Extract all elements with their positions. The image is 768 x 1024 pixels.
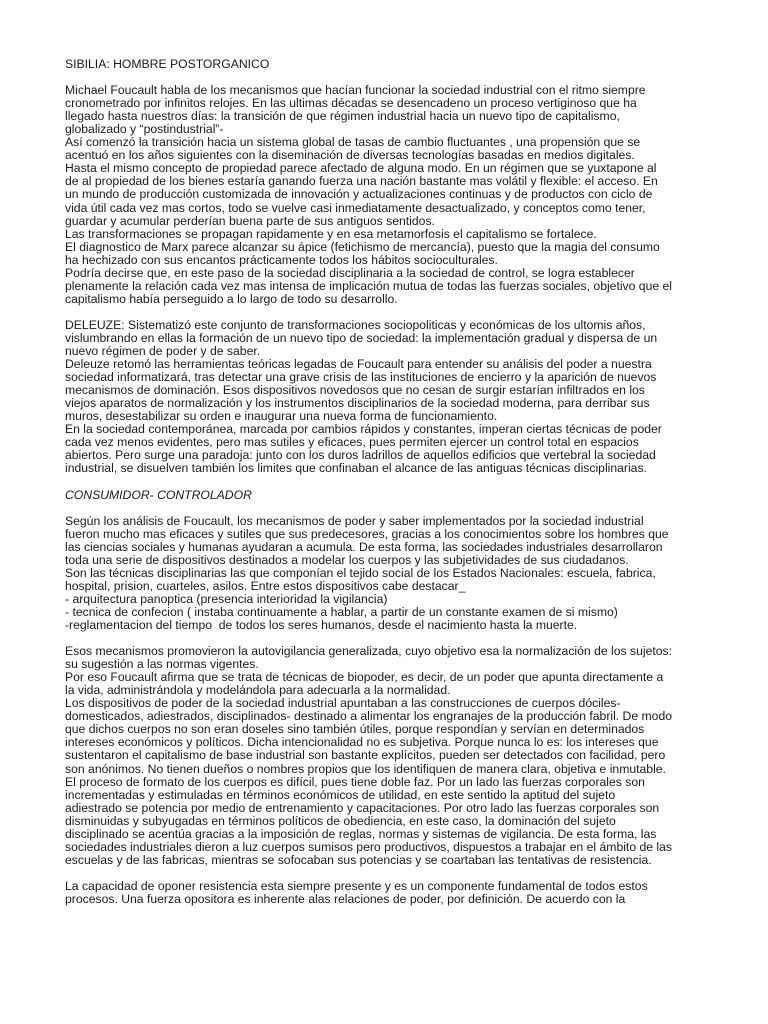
text-line: son anónimos. No tienen dueños o nombres propios que los identifiquen de manera clara, objetiva e inmutable. [65, 761, 666, 776]
section-dispositivos [65, 515, 715, 632]
text-line: un mundo de producción customizada de innovación y actualizaciones continuas y de productos con ciclo de [65, 187, 653, 202]
paragraph-gap [65, 502, 715, 515]
text-line: sustentaron el capitalismo de base industrial son bastante explícitos, pueden ser detectados con facilidad, pero [65, 748, 666, 763]
text-line: - arquitectura panoptica (presencia interioridad la vigilancia) [65, 591, 388, 606]
text-line: Por eso Foucault afirma que se trata de técnicas de biopoder, es decir, de un poder que apunta directamente a [65, 670, 664, 685]
text-line: Esos mecanismos promovieron la autovigilancia generalizada, cuyo objetivo esa la normalización de los sujetos: [65, 644, 672, 659]
text-line: - tecnica de confecion ( instaba continuamente a hablar, a partir de un constante examen de si mismo) [65, 604, 618, 619]
text-line: cada vez menos evidentes, pero mas sutiles y eficaces, pues permiten ejercer un control total en espacios [65, 435, 639, 450]
text-line: capitalismo había perseguido a lo largo de todo su desarrollo. [65, 291, 398, 306]
text-line: Deleuze retomó las herramientas teóricas legadas de Foucault para entender su análisis del poder a nuestra [65, 357, 652, 372]
text-line: domesticados, adiestrados, disciplinados- destinado a alimentar los engranajes de la producción fabril. De modo [65, 709, 673, 724]
text-line: toda una serie de dispositivos destinados a modelar los cuerpos y las subjetividades de sus ciudadanos. [65, 552, 629, 567]
paragraph-gap [65, 476, 715, 489]
section-deleuze [65, 319, 715, 476]
text-line: la vida, administrándola y modelándola para adecuarla a la normalidad. [65, 683, 451, 698]
text-line: El diagnostico de Marx parece alcanzar su ápice (fetichismo de mercancía), puesto que la magia del consumo [65, 239, 660, 254]
text-line: escuelas y de las fabricas, mientras se sofocaban sus potencias y se coartaban las tentativas de resistencia. [65, 852, 652, 867]
section-subtitle: CONSUMIDOR- CONTROLADOR [65, 487, 252, 502]
text-line: guardar y acumular perderían buena parte de sus antiguos sentidos. [65, 213, 435, 228]
text-line: industrial, se disuelven también los limites que confinaban el alcance de las antiguas técnicas disciplinarias. [65, 461, 647, 476]
text-line: DELEUZE: Sistematizó este conjunto de transformaciones sociopoliticas y económicas de los ultomis años, [65, 317, 646, 332]
text-line: cronometrado por infinitos relojes. En las ultimas décadas se desencadeno un proceso vertiginoso que ha [65, 96, 637, 111]
section-resistencia [65, 880, 715, 906]
text-line: procesos. Una fuerza opositora es inherente alas relaciones de poder, por definición. De acuerdo con la [65, 892, 626, 906]
text-line: La capacidad de oponer resistencia esta siempre presente y es un componente fundamental de todos estos [65, 878, 648, 893]
text-line: intereses económicos y políticos. Dicha intencionalidad no es subjetiva. Porque nunca lo es: los intereses que [65, 735, 659, 750]
text-line: Los dispositivos de poder de la sociedad industrial apuntaban a las construcciones de cuerpos dóciles- [65, 696, 621, 711]
paragraph-gap [65, 867, 715, 880]
text-line: disminuidas y subyugadas en términos políticos de obediencia, en este caso, la dominación del sujeto [65, 813, 616, 828]
text-line: Son las técnicas disciplinarias las que componían el tejido social de los Estados Nacionales: escuela, fabrica, [65, 565, 656, 580]
text-line: Podría decirse que, en este paso de la sociedad disciplinaria a la sociedad de control, se logra establecer [65, 265, 635, 280]
text-line: El proceso de formato de los cuerpos es difícil, pues tiene doble faz. Por un lado las fuerzas corporales son [65, 774, 645, 789]
text-line: Michael Foucault habla de los mecanismos que hacían funcionar la sociedad industrial con el ritmo siempre [65, 83, 646, 98]
text-line: que dichos cuerpos no son eran doseles sino también útiles, porque respondían y servían en determinados [65, 722, 645, 737]
text-line: llegado hasta nuestros días: la transición de que régimen industrial hacia un nuevo tipo de capitalismo, [65, 109, 620, 124]
text-line: las ciencias sociales y humanas ayudaran a acumula. De esta forma, las sociedades industriales desarrollaron [65, 539, 663, 554]
text-line: sociedad informatizará, tras detectar una grave crisis de las instituciones de encierro y la aparición de nuevos [65, 370, 657, 385]
text-line: sociedades industriales dieron a luz cuerpos sumisos pero productivos, dispuestos a trabajar en el ámbito de las [65, 839, 673, 854]
text-line: su sugestión a las normas vigentes. [65, 657, 259, 672]
text-line: fueron mucho mas eficaces y sutiles que sus predecesores, gracias a los conocimientos sobre los hombres que [65, 526, 669, 541]
text-line: viejos aparatos de normalización y los instrumentos disciplinarios de la sociedad moderna, para derribar sus [65, 396, 650, 411]
text-line: Así comenzó la transición hacia un sistema global de tasas de cambio fluctuantes , una propensión que se [65, 135, 641, 150]
text-line: vislumbrando en ellas la formación de un nuevo tipo de sociedad: la implementación gradual y dispersa de un [65, 330, 658, 345]
text-line: nuevo régimen de poder y de saber. [65, 344, 261, 359]
section-foucault [65, 84, 715, 306]
text-line: globalizado y “postindustrial”- [65, 122, 224, 137]
section-biopoder [65, 645, 715, 867]
text-line: -reglamentacion del tiempo de todos los seres humanos, desde el nacimiento hasta la muerte. [65, 618, 578, 633]
paragraph-gap [65, 306, 715, 319]
text-line: incrementadas y estimuladas en términos económicos de utilidad, en este sentido la aptitud del sujeto [65, 787, 616, 802]
text-line: de al propiedad de los bienes estaría ganando fuerza una nación bastante mas volátil y flexible: el acceso. En [65, 174, 658, 189]
text-line: vida útil cada vez mas cortos, todo se vuelve casi inmediatamente desactualizado, y conceptos como tener, [65, 200, 646, 215]
text-line: Las transformaciones se propagan rapidamente y en esa metamorfosis el capitalismo se fortalece. [65, 226, 597, 241]
text-line: Hasta el mismo concepto de propiedad parece afectado de alguna modo. En un régimen que se yuxtapone al [65, 161, 657, 176]
text-line: plenamente la relación cada vez mas intensa de implicación mutua de todas las fuerzas sociales, objetivo que el [65, 278, 673, 293]
text-line: acentuó en los años siguientes con la diseminación de diversas tecnologías basadas en medios digitales. [65, 148, 635, 163]
document-body [65, 58, 715, 906]
text-line: adiestrado se potencia por medio de entrenamiento y capacitaciones. Por otro lado las fuerzas corporales son [65, 800, 660, 815]
text-line: muros, desestabilizar su orden e inaugurar una nueva forma de funcionamiento. [65, 409, 498, 424]
document-title: SIBILIA: HOMBRE POSTORGANICO [65, 57, 270, 71]
text-line: hospital, prision, cuarteles, asilos. Entre estos dispositivos cabe destacar_ [65, 578, 466, 593]
text-line: abiertos. Pero surge una paradoja: junto con los duros ladrillos de aquellos edificios que vertebral la sociedad [65, 448, 656, 463]
text-line: mecanismos de dominación. Esos dispositivos novedosos que no cesan de surgir estarían infiltrados en los [65, 383, 645, 398]
text-line: ha hechizado con sus encantos prácticamente todos los hábitos socioculturales. [65, 252, 498, 267]
text-line: En la sociedad contemporánea, marcada por cambios rápidos y constantes, imperan ciertas técnicas de poder [65, 422, 662, 437]
text-line: disciplinado se acentúa gracias a la imposición de reglas, normas y sistemas de vigilancia. De esta forma, las [65, 826, 657, 841]
text-line: Según los análisis de Foucault, los mecanismos de poder y saber implementados por la sociedad industrial [65, 513, 644, 528]
